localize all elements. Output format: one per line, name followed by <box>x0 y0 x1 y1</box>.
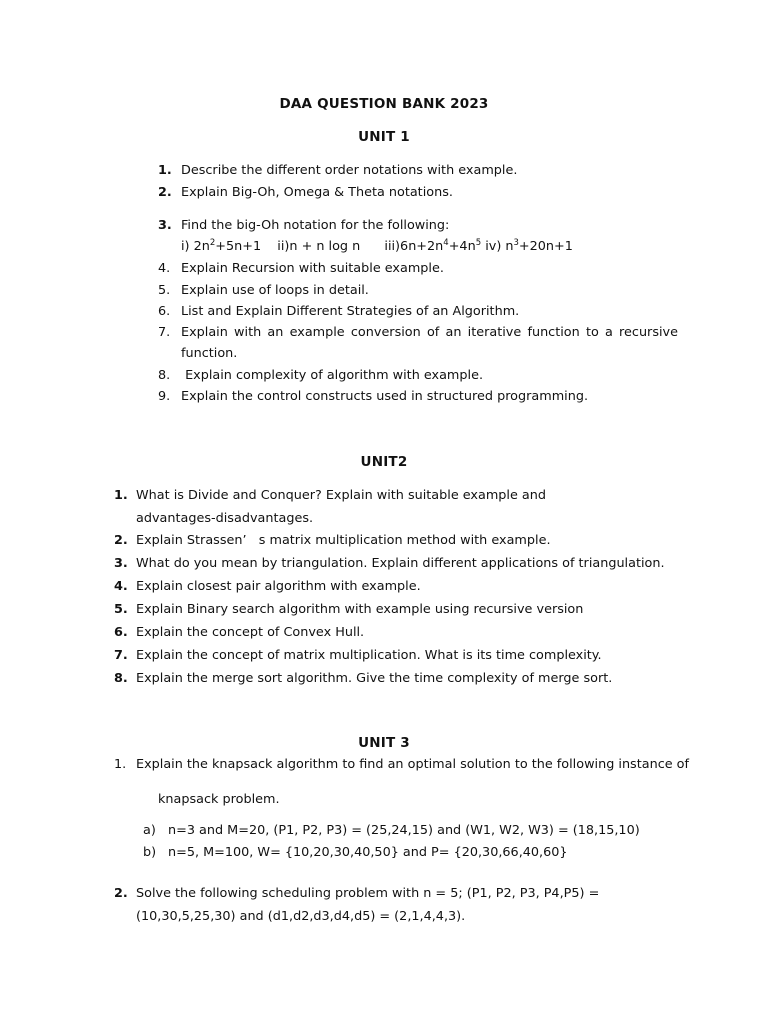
unit2-heading: UNIT2 <box>360 454 408 470</box>
part-text: n=5, M=100, W= {10,20,30,40,50} and P= {20,30,66,40,60} <box>168 845 568 860</box>
question-text: Explain Strassen’ s matrix multiplication method with example. <box>136 533 551 548</box>
question-number: 4. <box>158 261 171 276</box>
question-text: Explain the concept of matrix multiplication. What is its time complexity. <box>136 648 602 663</box>
unit3-question-1-continuation: knapsack problem. <box>158 792 280 807</box>
unit2-question-1-continuation: advantages-disadvantages. <box>136 511 314 526</box>
part-text: n=3 and M=20, (P1, P2, P3) = (25,24,15) and (W1, W2, W3) = (18,15,10) <box>168 823 640 838</box>
question-text: Solve the following scheduling problem with n = 5; (P1, P2, P3, P4,P5) = <box>136 886 600 901</box>
question-number: 9. <box>158 389 171 404</box>
question-number: 8. <box>114 671 128 686</box>
question-number: 7. <box>114 648 128 663</box>
question-number: 1. <box>158 163 172 178</box>
question-number: 2. <box>114 886 128 901</box>
question-text: Explain use of loops in detail. <box>181 283 369 298</box>
question-text: Explain Recursion with suitable example. <box>181 261 444 276</box>
unit1-question-3-expressions <box>181 239 573 255</box>
question-number: 5. <box>158 283 171 298</box>
question-number: 6. <box>114 625 128 640</box>
question-number: 2. <box>158 185 172 200</box>
unit1-heading: UNIT 1 <box>358 129 410 145</box>
unit3-heading: UNIT 3 <box>358 735 410 751</box>
question-number: 2. <box>114 533 128 548</box>
unit1-question-7-continuation: function. <box>181 346 238 361</box>
question-number: 6. <box>158 304 171 319</box>
question-text: Explain closest pair algorithm with example. <box>136 579 421 594</box>
question-number: 3. <box>158 218 172 233</box>
question-number: 5. <box>114 602 128 617</box>
question-text: Explain the concept of Convex Hull. <box>136 625 365 640</box>
expr-ii: ii)n + n log n <box>277 239 361 254</box>
question-number: 8. <box>158 368 171 383</box>
question-text: Find the big-Oh notation for the following: <box>181 218 450 233</box>
part-label: a) <box>143 823 156 838</box>
question-number: 4. <box>114 579 128 594</box>
question-text: Explain the knapsack algorithm to find an optimal solution to the following instance of <box>136 757 690 772</box>
expr-i: i) $2n^2+5n+1$ <box>181 238 262 254</box>
document-title: DAA QUESTION BANK 2023 <box>279 96 489 112</box>
question-number: 3. <box>114 556 128 571</box>
question-text: Explain the merge sort algorithm. Give the time complexity of merge sort. <box>136 671 613 686</box>
question-text: Explain complexity of algorithm with example. <box>181 368 484 383</box>
question-text: Explain the control constructs used in structured programming. <box>181 389 589 404</box>
question-text: Explain with an example conversion of an iterative function to a recursive <box>181 325 678 340</box>
question-number: 1. <box>114 757 127 772</box>
question-number: 1. <box>114 488 128 503</box>
question-text: What is Divide and Conquer? Explain with suitable example and <box>136 488 546 503</box>
expr-iv: iv) $n^3+20n+1$ <box>485 238 573 254</box>
question-text: Explain Big-Oh, Omega & Theta notations. <box>181 185 453 200</box>
question-text: What do you mean by triangulation. Explain different applications of triangulation. <box>136 556 665 571</box>
question-text: Explain Binary search algorithm with example using recursive version <box>136 602 584 617</box>
expr-iii: $iii)6n+2n^4+4n^5$ <box>384 238 482 254</box>
question-text: List and Explain Different Strategies of an Algorithm. <box>181 304 520 319</box>
question-number: 7. <box>158 325 171 340</box>
unit3-question-2-continuation: (10,30,5,25,30) and (d1,d2,d3,d4,d5) = (2,1,4,4,3). <box>136 909 466 924</box>
part-label: b) <box>143 845 157 860</box>
question-text: Describe the different order notations with example. <box>181 163 518 178</box>
